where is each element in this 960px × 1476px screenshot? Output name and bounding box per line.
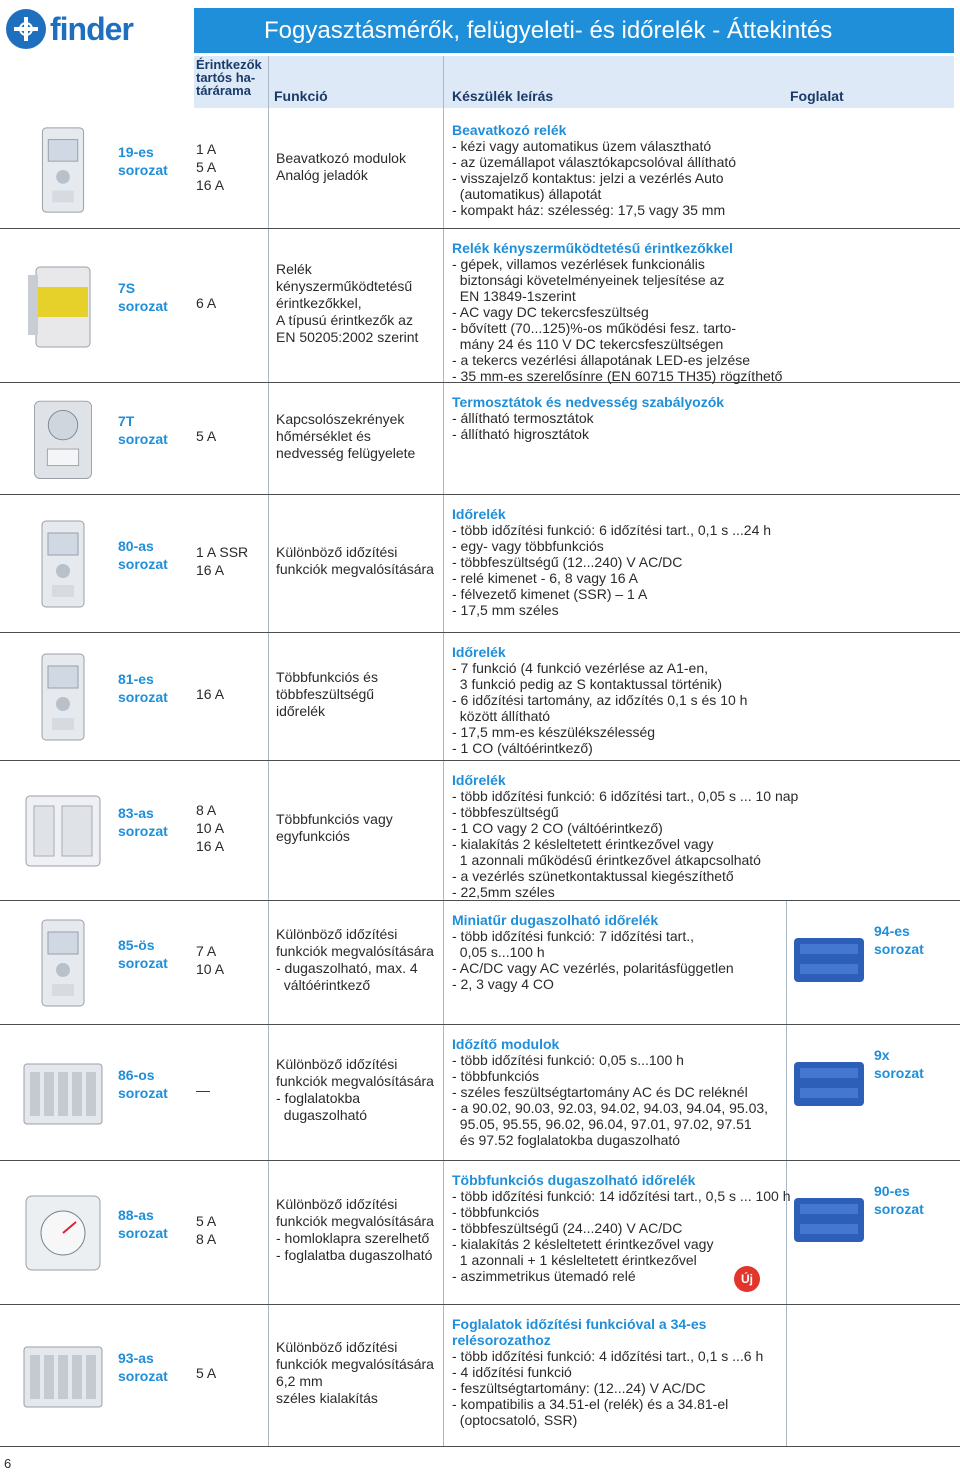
function-line: többfeszültségű (276, 685, 375, 702)
function-text (276, 150, 444, 184)
description-line: 1 azonnali + 1 késleltetett érintkezővel (452, 1252, 697, 1268)
description-line: - többfeszültségű (452, 804, 559, 820)
description-line: 0,05 s...100 h (452, 944, 545, 960)
description-line: - kompatibilis a 34.51-el (relék) és a 34.81-el (452, 1396, 729, 1412)
product-image (18, 238, 108, 377)
function-line: Többfunkciós és (276, 668, 378, 685)
function-line: kényszerműködtetésű (276, 277, 413, 294)
function-line: Különböző időzítési (276, 544, 398, 560)
series-line: 80-as (118, 538, 154, 554)
description-title: Termosztátok és nedvesség szabályozók (452, 394, 725, 410)
series-label (118, 279, 168, 315)
description-line: - 17,5 mm-es készülékszélesség (452, 724, 656, 740)
header-range: Érintkezők tartós ha-tárárama (196, 57, 262, 98)
socket-series-line: 9x (874, 1047, 890, 1063)
page-number: 6 (4, 1456, 12, 1471)
product-image (18, 770, 108, 895)
function-text (276, 926, 444, 994)
description-line: EN 13849-1szerint (452, 288, 576, 304)
description-line: - többfunkciós (452, 1204, 540, 1220)
range-value: 1 A SSR (196, 544, 249, 560)
function-line: Különböző időzítési (276, 1339, 398, 1355)
function-text (276, 544, 444, 578)
contact-range (196, 427, 216, 445)
function-line: időrelék (276, 702, 326, 719)
description-line: 1 azonnali működésű érintkezővel átkapcsolható (452, 852, 761, 868)
product-row (0, 1160, 960, 1305)
description-line: - feszültségtartomány: (12...24) V AC/DC (452, 1380, 706, 1396)
product-row (0, 494, 960, 633)
series-label (118, 1066, 168, 1102)
description-line: - több időzítési funkció: 4 időzítési tart., 0,1 s ...6 h (452, 1348, 764, 1364)
description (452, 122, 792, 218)
function-line: nedvesség felügyelete (276, 444, 416, 461)
description (452, 772, 799, 900)
description-line: - aszimmetrikus ütemadó relé (452, 1268, 636, 1284)
description-title: Miniatűr dugaszolható időrelék (452, 912, 659, 928)
series-line: sorozat (118, 556, 168, 572)
description-line: - 17,5 mm széles (452, 602, 559, 618)
description-line: - kompakt ház: szélesség: 17,5 vagy 35 mm (452, 202, 726, 218)
product-image (18, 1314, 108, 1441)
series-label (118, 143, 168, 179)
contact-range (196, 1081, 210, 1099)
description-line: - 6 időzítési tartomány, az időzítés 0,1 s és 10 h (452, 692, 748, 708)
description-line: - több időzítési funkció: 6 időzítési tart., 0,1 s ...24 h (452, 522, 772, 538)
series-label (118, 537, 168, 573)
series-label (118, 804, 168, 840)
function-text (276, 1339, 444, 1407)
series-line: sorozat (118, 1225, 168, 1241)
description (452, 506, 792, 618)
series-line: sorozat (118, 1085, 168, 1101)
description-line: - az üzemállapot választókapcsolóval állítható (452, 154, 737, 170)
description-line: - 7 funkció (4 funkció vezérlése az A1-en, (452, 660, 709, 676)
contact-range (196, 1212, 216, 1248)
socket-series-line: 90-es (874, 1183, 910, 1199)
series-line: 83-as (118, 805, 154, 821)
finder-logo (6, 8, 186, 50)
series-line: 85-ös (118, 937, 155, 953)
product-image (18, 504, 108, 627)
function-line: Többfunkciós vagy (276, 811, 393, 827)
series-line: 7S (118, 280, 136, 296)
description-line: - kézi vagy automatikus üzem választható (452, 138, 712, 154)
description-line: - 1 CO vagy 2 CO (váltóérintkező) (452, 820, 663, 836)
function-line: - dugaszolható, max. 4 (276, 960, 418, 976)
contact-range (196, 294, 216, 312)
function-line: funkciók megvalósítására (276, 1073, 434, 1089)
description-line: - széles feszültségtartomány AC és DC reléknél (452, 1084, 748, 1100)
range-value: 5 A (196, 428, 217, 444)
product-row (0, 1304, 960, 1447)
range-value: 16 A (196, 686, 225, 702)
function-line: egyfunkciós (276, 828, 350, 844)
range-value: 7 A (196, 943, 217, 959)
series-line: 88-as (118, 1207, 154, 1223)
contact-range (196, 543, 248, 579)
description-line: - kialakítás 2 késleltetett érintkezővel vagy (452, 836, 714, 852)
description-line: - több időzítési funkció: 0,05 s...100 h (452, 1052, 684, 1068)
product-row (0, 760, 960, 901)
function-line: Analóg jeladók (276, 167, 368, 183)
socket-series-label (874, 1046, 924, 1082)
description-line: - gépek, villamos vezérlések funkcionális (452, 256, 705, 272)
function-text (276, 669, 444, 720)
function-line: dugaszolható (276, 1107, 368, 1123)
series-line: sorozat (118, 1368, 168, 1384)
header-description: Készülék leírás (452, 88, 554, 104)
description-line: - félvezető kimenet (SSR) – 1 A (452, 586, 648, 602)
description (452, 1036, 792, 1148)
description-title: Foglalatok időzítési funkcióval a 34-es relésorozathoz (452, 1316, 707, 1348)
description-line: - több időzítési funkció: 6 időzítési tart., 0,05 s ... 10 nap (452, 788, 799, 804)
function-text (276, 1196, 444, 1264)
description-line: (automatikus) állapotát (452, 186, 602, 202)
description-line: - a 90.02, 90.03, 92.03, 94.02, 94.03, 94.04, 95.03, (452, 1100, 769, 1116)
function-line: - foglalatba dugaszolható (276, 1247, 433, 1263)
description-line: 3 funkció pedig az S kontaktussal történik) (452, 676, 723, 692)
description-line: - AC vagy DC tekercsfeszültség (452, 304, 649, 320)
function-line: EN 50205:2002 szerint (276, 328, 419, 345)
product-row (0, 1024, 960, 1161)
function-line: érintkezőkkel, (276, 294, 362, 311)
product-image (18, 910, 108, 1019)
header-socket: Foglalat (790, 88, 844, 104)
description-title: Beavatkozó relék (452, 122, 567, 138)
product-image (18, 120, 108, 223)
product-image (18, 1034, 108, 1155)
range-value: 16 A (196, 838, 225, 854)
product-image (18, 1170, 108, 1299)
description-line: - több időzítési funkció: 7 időzítési tart., (452, 928, 695, 944)
range-value: 16 A (196, 562, 225, 578)
brand-name: finder (50, 10, 133, 47)
description-line: között állítható (452, 708, 551, 724)
series-line: 81-es (118, 671, 154, 687)
series-label (118, 670, 168, 706)
range-value: 5 A (196, 1365, 217, 1381)
description-line: - relé kimenet - 6, 8 vagy 16 A (452, 570, 638, 586)
product-row (0, 110, 960, 229)
function-line: Beavatkozó modulok (276, 150, 406, 166)
description-line: és 97.52 foglalatokba dugaszolható (452, 1132, 681, 1148)
function-line: funkciók megvalósítására (276, 1213, 434, 1229)
contact-range (196, 801, 224, 855)
description-line: - 22,5mm széles (452, 884, 555, 900)
range-value: 10 A (196, 820, 225, 836)
description (452, 1316, 792, 1428)
finder-logo-icon (6, 9, 46, 49)
function-text (276, 261, 444, 346)
socket-image (790, 1048, 868, 1123)
description-line: - többfunkciós (452, 1068, 540, 1084)
description-line: 95.05, 95.55, 96.02, 96.04, 97.01, 97.02, 97.51 (452, 1116, 752, 1132)
range-value: 8 A (196, 1231, 217, 1247)
description-line: - bővített (70...125)%-os működési fesz. tarto- (452, 320, 737, 336)
contact-range (196, 685, 224, 703)
function-text (276, 411, 444, 462)
description-title: Időrelék (452, 506, 506, 522)
range-value: 1 A (196, 141, 217, 157)
socket-series-line: sorozat (874, 1065, 924, 1081)
function-line: Különböző időzítési (276, 1056, 398, 1072)
page-header (0, 0, 960, 110)
function-line: funkciók megvalósítására (276, 561, 434, 577)
socket-image (790, 1184, 868, 1259)
product-row (0, 632, 960, 761)
description-line: biztonsági követelményeinek teljesítése az (452, 272, 725, 288)
contact-range (196, 140, 224, 194)
description-line: - a vezérlés szünetkontaktussal kiegészíthető (452, 868, 734, 884)
function-line: széles kialakítás (276, 1390, 378, 1406)
function-text (276, 811, 444, 845)
description-line: - 1 CO (váltóérintkező) (452, 740, 593, 756)
description-line: - AC/DC vagy AC vezérlés, polaritásfüggetlen (452, 960, 734, 976)
description-line: - állítható termosztátok (452, 410, 594, 426)
function-line: hőmérséklet és (276, 427, 371, 444)
description (452, 644, 792, 756)
function-line: Különböző időzítési (276, 1196, 398, 1212)
function-line: - foglalatokba (276, 1090, 361, 1106)
product-image (18, 392, 108, 489)
description-line: - a tekercs vezérlési állapotának LED-es jelzése (452, 352, 751, 368)
product-row (0, 228, 960, 383)
series-label (118, 1349, 168, 1385)
series-label (118, 412, 168, 448)
series-line: sorozat (118, 162, 168, 178)
description-line: mány 24 és 110 V DC tekercsfeszültségen (452, 336, 724, 352)
series-label (118, 936, 168, 972)
series-line: sorozat (118, 689, 168, 705)
description (452, 394, 792, 442)
range-value: 10 A (196, 961, 225, 977)
page-title: Fogyasztásmérők, felügyeleti- és időrelék - Áttekintés (264, 17, 833, 44)
description (452, 912, 792, 992)
description-title: Relék kényszerműködtetésű érintkezőkkel (452, 240, 733, 256)
series-line: 93-as (118, 1350, 154, 1366)
description-line: - 35 mm-es szerelősínre (EN 60715 TH35) rögzíthető (452, 368, 783, 384)
socket-series-line: 94-es (874, 923, 910, 939)
description-line: (optocsatoló, SSR) (452, 1412, 578, 1428)
socket-series-label (874, 1182, 924, 1218)
series-line: sorozat (118, 298, 168, 314)
function-line: Kapcsolószekrények (276, 410, 405, 427)
range-value: — (196, 1082, 210, 1098)
socket-series-line: sorozat (874, 1201, 924, 1217)
function-text (276, 1056, 444, 1124)
description-line: - kialakítás 2 késleltetett érintkezővel vagy (452, 1236, 714, 1252)
range-value: 6 A (196, 295, 217, 311)
function-line: váltóérintkező (276, 977, 371, 993)
table-header (194, 56, 954, 108)
description-title: Időzítő modulok (452, 1036, 560, 1052)
range-value: 8 A (196, 802, 217, 818)
series-line: 7T (118, 413, 135, 429)
description-title: Időrelék (452, 644, 506, 660)
new-badge: Új (734, 1266, 760, 1292)
socket-series-label (874, 922, 924, 958)
description (452, 240, 792, 384)
range-value: 16 A (196, 177, 225, 193)
function-line: funkciók megvalósítására (276, 1356, 434, 1372)
series-line: sorozat (118, 823, 168, 839)
description-title: Többfunkciós dugaszolható időrelék (452, 1172, 696, 1188)
function-line: funkciók megvalósítására (276, 943, 434, 959)
product-row (0, 900, 960, 1025)
header-function: Funkció (274, 88, 328, 104)
series-label (118, 1206, 168, 1242)
range-value: 5 A (196, 159, 217, 175)
function-line: Relék (276, 260, 312, 277)
function-line: A típusú érintkezők az (276, 311, 413, 328)
description-line: - állítható higrosztátok (452, 426, 589, 442)
series-line: 86-os (118, 1067, 155, 1083)
description-line: - többfeszültségű (24...240) V AC/DC (452, 1220, 683, 1236)
function-line: - homloklapra szerelhető (276, 1230, 430, 1246)
range-value: 5 A (196, 1213, 217, 1229)
socket-image (790, 924, 868, 999)
description-line: - egy- vagy többfunkciós (452, 538, 604, 554)
description-line: - 2, 3 vagy 4 CO (452, 976, 554, 992)
product-image (18, 642, 108, 755)
title-bar (194, 8, 954, 53)
socket-series-line: sorozat (874, 941, 924, 957)
series-line: sorozat (118, 431, 168, 447)
product-row (0, 382, 960, 495)
contact-range (196, 942, 224, 978)
description-title: Időrelék (452, 772, 506, 788)
description-line: - többfeszültségű (12...240) V AC/DC (452, 554, 683, 570)
contact-range (196, 1364, 216, 1382)
function-line: 6,2 mm (276, 1373, 323, 1389)
series-line: sorozat (118, 955, 168, 971)
description-line: - több időzítési funkció: 14 időzítési tart., 0,5 s ... 100 h (452, 1188, 791, 1204)
function-line: Különböző időzítési (276, 926, 398, 942)
description-line: - visszajelző kontaktus: jelzi a vezérlés Auto (452, 170, 724, 186)
description-line: - 4 időzítési funkció (452, 1364, 572, 1380)
series-line: 19-es (118, 144, 154, 160)
